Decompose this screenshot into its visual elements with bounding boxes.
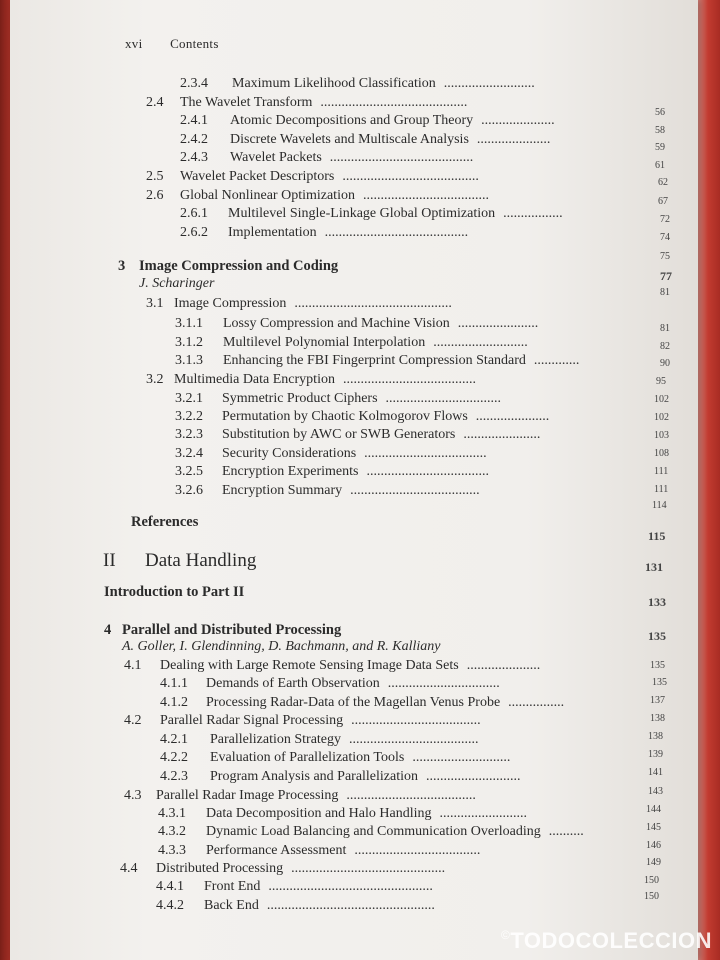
toc-leader-dots: ................................... xyxy=(366,464,489,479)
toc-number: 4.2.3 xyxy=(160,769,188,784)
toc-title: Introduction to Part II xyxy=(104,584,245,600)
toc-page-number: 61 xyxy=(655,160,665,171)
toc-leader-dots: ........................... xyxy=(433,335,528,350)
toc-page-number: 141 xyxy=(648,767,663,778)
toc-leader-dots: .................................... xyxy=(362,188,489,203)
toc-number: 2.4.3 xyxy=(180,150,208,165)
running-head xyxy=(125,36,219,52)
toc-title: Dealing with Large Remote Sensing Image Data Sets xyxy=(160,658,459,673)
toc-page-number: 74 xyxy=(660,232,670,243)
toc-title: Security Considerations xyxy=(222,446,357,461)
toc-title: References xyxy=(131,514,199,530)
toc-number: 3.2.1 xyxy=(175,391,203,406)
toc-page-number: 138 xyxy=(648,731,663,742)
toc-title: Dynamic Load Balancing and Communication Overloading xyxy=(206,824,541,839)
toc-number: 3.1 xyxy=(146,296,164,311)
toc-leader-dots: ................................ xyxy=(387,676,500,691)
running-head-page: xvi xyxy=(125,36,143,51)
toc-number: 2.4 xyxy=(146,95,164,110)
watermark-text: TODOCOLECCION xyxy=(510,928,712,953)
toc-page-number: 114 xyxy=(652,500,667,511)
toc-leader-dots: ................ xyxy=(508,695,565,710)
toc-title: Maximum Likelihood Classification xyxy=(232,76,436,91)
toc-page-number: 146 xyxy=(646,840,661,851)
watermark-logo xyxy=(501,928,712,954)
toc-title: Performance Assessment xyxy=(206,843,347,858)
toc-page-number: 102 xyxy=(654,394,669,405)
toc-page-number: 135 xyxy=(652,677,667,688)
toc-title: Multilevel Polynomial Interpolation xyxy=(223,335,426,350)
toc-title: Global Nonlinear Optimization xyxy=(180,188,355,203)
toc-number: 3.2.3 xyxy=(175,427,203,442)
toc-page-number: 149 xyxy=(646,857,661,868)
book-page xyxy=(10,0,698,960)
toc-number: 2.6 xyxy=(146,188,164,203)
toc-page-number: 62 xyxy=(658,177,668,188)
toc-number: 4 xyxy=(104,622,112,638)
toc-page-number: 75 xyxy=(660,251,670,262)
toc-number: 4.2.1 xyxy=(160,732,188,747)
toc-number: 3.1.2 xyxy=(175,335,203,350)
toc-page-number: 135 xyxy=(650,660,665,671)
toc-title: Parallel Radar Image Processing xyxy=(156,788,339,803)
toc-title: Wavelet Packets xyxy=(230,150,322,165)
toc-leader-dots: .......................... xyxy=(443,76,535,91)
toc-page-number: 139 xyxy=(648,749,663,760)
toc-leader-dots: ........................... xyxy=(426,769,521,784)
toc-page-number: 143 xyxy=(648,786,663,797)
toc-page-number: 137 xyxy=(650,695,665,706)
toc-page-number: 133 xyxy=(648,595,666,609)
toc-number: 3.2.4 xyxy=(175,446,203,461)
toc-leader-dots: ....................................... xyxy=(342,169,479,184)
toc-number: 4.1.1 xyxy=(160,676,188,691)
toc-leader-dots: .......... xyxy=(548,824,584,839)
toc-title: Implementation xyxy=(228,225,317,240)
toc-leader-dots: .................................... xyxy=(354,843,481,858)
toc-page-number: 131 xyxy=(645,560,663,574)
toc-page-number: 102 xyxy=(654,412,669,423)
toc-number: 2.5 xyxy=(146,169,164,184)
toc-page-number: 111 xyxy=(654,484,669,495)
toc-leader-dots: ...................... xyxy=(463,427,541,442)
toc-page-number: 82 xyxy=(660,341,670,352)
toc-number: 4.2 xyxy=(124,713,142,728)
toc-number: 4.3.2 xyxy=(158,824,186,839)
toc-title: Parallelization Strategy xyxy=(210,732,342,747)
toc-number: 2.3.4 xyxy=(180,76,208,91)
toc-leader-dots: ................. xyxy=(503,206,563,221)
toc-title: Distributed Processing xyxy=(156,861,284,876)
toc-number: 4.3 xyxy=(124,788,142,803)
running-head-title: Contents xyxy=(170,36,219,51)
toc-page-number: 111 xyxy=(654,466,669,477)
toc-leader-dots: ..................................... xyxy=(349,732,479,747)
toc-title: Wavelet Packet Descriptors xyxy=(180,169,335,184)
toc-leader-dots: ............................................... xyxy=(268,879,433,894)
toc-leader-dots: ....................... xyxy=(457,316,539,331)
toc-page-number: 58 xyxy=(655,125,665,136)
toc-title: Multilevel Single-Linkage Global Optimization xyxy=(228,206,496,221)
toc-leader-dots: ..................... xyxy=(466,658,541,673)
toc-title: Encryption Summary xyxy=(222,483,343,498)
toc-leader-dots: ..................................... xyxy=(351,713,481,728)
toc-title: Image Compression and Coding xyxy=(139,258,339,274)
toc-number: 2.4.2 xyxy=(180,132,208,147)
toc-leader-dots: ..................... xyxy=(476,132,551,147)
toc-title: Atomic Decompositions and Group Theory xyxy=(230,113,474,128)
toc-page-number: 90 xyxy=(660,358,670,369)
toc-page-number: 108 xyxy=(654,448,669,459)
watermark-mark: © xyxy=(501,928,511,942)
toc-title: Program Analysis and Parallelization xyxy=(210,769,419,784)
toc-leader-dots: ..................... xyxy=(475,409,550,424)
toc-title: Demands of Earth Observation xyxy=(206,676,380,691)
toc-number: 2.6.2 xyxy=(180,225,208,240)
toc-title: Encryption Experiments xyxy=(222,464,359,479)
toc-page-number: 115 xyxy=(648,529,666,543)
toc-number: 3 xyxy=(118,258,126,274)
toc-title: Lossy Compression and Machine Vision xyxy=(223,316,450,331)
toc-title: Multimedia Data Encryption xyxy=(174,372,335,387)
toc-leader-dots: ............................................ xyxy=(291,861,446,876)
toc-leader-dots: ......................................... xyxy=(329,150,474,165)
toc-number: 4.4.2 xyxy=(156,898,184,913)
toc-title: Permutation by Chaotic Kolmogorov Flows xyxy=(222,409,468,424)
toc-leader-dots: ......................................... xyxy=(324,225,469,240)
toc-title: Parallel Radar Signal Processing xyxy=(160,713,344,728)
toc-leader-dots: ..................................... xyxy=(346,788,476,803)
toc-leader-dots: ............................ xyxy=(412,750,511,765)
toc-leader-dots: ...................................... xyxy=(342,372,476,387)
toc-page-number: 81 xyxy=(660,287,670,298)
toc-title: Evaluation of Parallelization Tools xyxy=(210,750,405,765)
toc-title: Enhancing the FBI Fingerprint Compression Standard xyxy=(223,353,526,368)
toc-title: Parallel and Distributed Processing xyxy=(122,622,342,638)
toc-leader-dots: .......................................... xyxy=(320,95,468,110)
toc-leader-dots: ............................................. xyxy=(294,296,452,311)
toc-number: 3.1.1 xyxy=(175,316,203,331)
toc-leader-dots: ................................. xyxy=(385,391,502,406)
toc-number: 4.2.2 xyxy=(160,750,188,765)
toc-number: 4.3.1 xyxy=(158,806,186,821)
toc-number: II xyxy=(103,550,116,571)
toc-leader-dots: ................................................ xyxy=(266,898,435,913)
toc-page-number: 72 xyxy=(660,214,670,225)
toc-number: 3.2.6 xyxy=(175,483,203,498)
toc-leader-dots: ................................... xyxy=(364,446,487,461)
toc-title: The Wavelet Transform xyxy=(180,95,313,110)
toc-number: 4.4.1 xyxy=(156,879,184,894)
toc-title: Data Handling xyxy=(145,550,257,571)
toc-page-number: 67 xyxy=(658,196,668,207)
toc-page-number: 77 xyxy=(660,269,672,283)
toc-number: 3.2.2 xyxy=(175,409,203,424)
toc-title: Front End xyxy=(204,879,261,894)
toc-page-number: 103 xyxy=(654,430,669,441)
toc-leader-dots: ..................................... xyxy=(350,483,480,498)
toc-number: 3.2 xyxy=(146,372,164,387)
toc-authors: A. Goller, I. Glendinning, D. Bachmann, and R. Kalliany xyxy=(122,639,441,654)
toc-number: 4.1.2 xyxy=(160,695,188,710)
toc-number: 4.3.3 xyxy=(158,843,186,858)
toc-page-number: 138 xyxy=(650,713,665,724)
toc-page-number: 145 xyxy=(646,822,661,833)
toc-title: Data Decomposition and Halo Handling xyxy=(206,806,432,821)
toc-number: 2.6.1 xyxy=(180,206,208,221)
toc-title: Processing Radar-Data of the Magellan Venus Probe xyxy=(206,695,501,710)
toc-authors: J. Scharinger xyxy=(139,276,215,291)
toc-leader-dots: ..................... xyxy=(481,113,555,128)
toc-page-number: 56 xyxy=(655,107,665,118)
toc-title: Discrete Wavelets and Multiscale Analysis xyxy=(230,132,469,147)
toc-number: 3.2.5 xyxy=(175,464,203,479)
toc-title: Symmetric Product Ciphers xyxy=(222,391,378,406)
toc-page-number: 95 xyxy=(656,376,666,387)
toc-number: 4.1 xyxy=(124,658,142,673)
toc-number: 2.4.1 xyxy=(180,113,208,128)
toc-page-number: 150 xyxy=(644,891,659,902)
toc-page-number: 150 xyxy=(644,875,659,886)
toc-leader-dots: ......................... xyxy=(439,806,528,821)
toc-title: Substitution by AWC or SWB Generators xyxy=(222,427,456,442)
toc-page-number: 59 xyxy=(655,142,665,153)
toc-number: 3.1.3 xyxy=(175,353,203,368)
toc-title: Image Compression xyxy=(174,296,287,311)
toc-page-number: 135 xyxy=(648,629,666,643)
toc-leader-dots: ............. xyxy=(533,353,580,368)
toc-number: 4.4 xyxy=(120,861,138,876)
toc-page-number: 144 xyxy=(646,804,661,815)
toc-page-number: 81 xyxy=(660,323,670,334)
toc-title: Back End xyxy=(204,898,259,913)
